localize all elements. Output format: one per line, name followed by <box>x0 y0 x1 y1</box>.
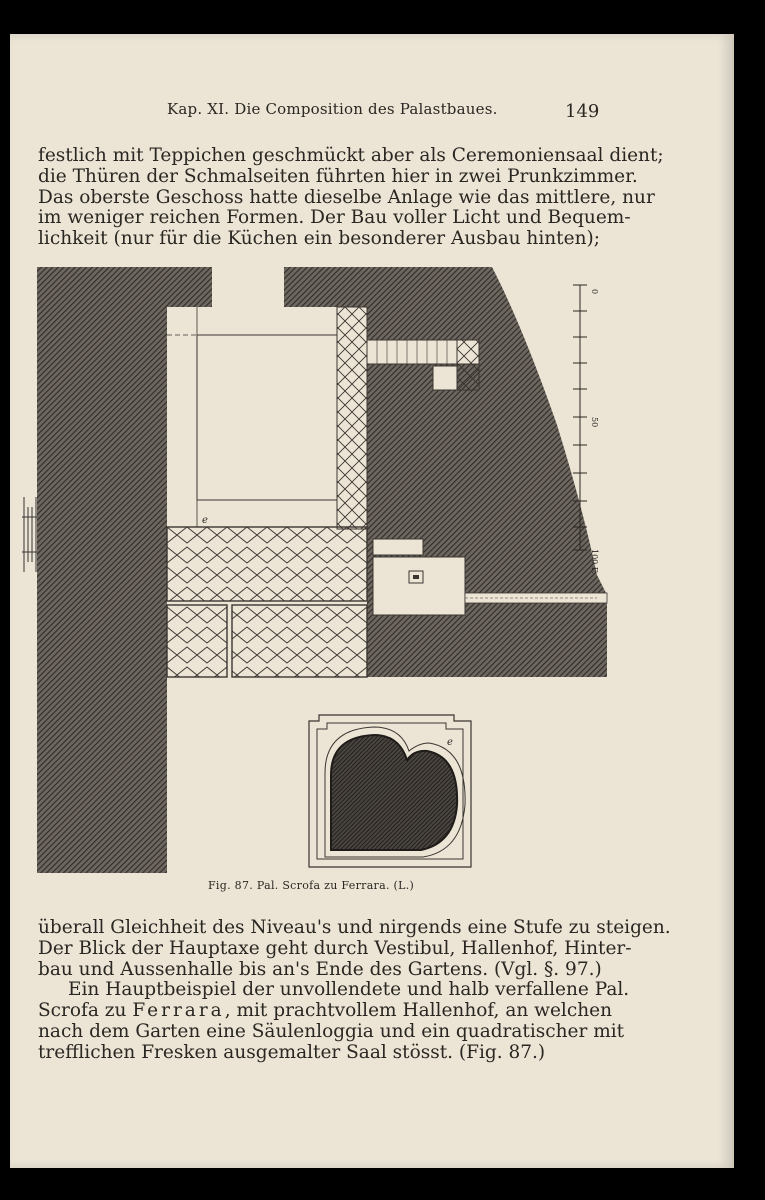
place-name: Ferrara <box>132 1000 225 1022</box>
passage <box>373 539 423 555</box>
margin-mark <box>22 497 38 572</box>
paragraph-top <box>38 145 664 250</box>
scale-label: 0 <box>590 289 599 295</box>
west-wing <box>37 267 167 873</box>
arcade-east <box>337 307 367 529</box>
text-line: trefflichen Fresken ausgemalter Saal stösst. (Fig. 87.) <box>38 1041 546 1063</box>
figure-caption: Fig. 87. Pal. Scrofa zu Ferrara. (L.) <box>208 879 415 892</box>
text-line: lichkeit (nur für die Küchen ein besonderer Ausbau hinten); <box>38 228 600 250</box>
text-line: im weniger reichen Formen. Der Bau voller Licht und Bequem- <box>38 207 631 229</box>
text-line: Ein Hauptbeispiel der unvollendete und halb verfallene Pal. <box>68 979 630 1001</box>
room-se <box>232 605 367 677</box>
text-line: Das oberste Geschoss hatte dieselbe Anlage wie das mittlere, nur <box>38 186 655 208</box>
scale-label: 100 F. <box>590 549 599 574</box>
text-line: die Thüren der Schmalseiten führten hier in zwei Prunkzimmer. <box>38 165 638 187</box>
page-number: 149 <box>565 101 600 122</box>
north-block-left <box>167 267 212 307</box>
scale-label: 50 <box>590 417 599 428</box>
text-line: nach dem Garten eine Säulenloggia und ein quadratischer mit <box>38 1020 625 1042</box>
text-line: festlich mit Teppichen geschmückt aber als Ceremoniensaal dient; <box>38 145 664 166</box>
marker-e: e <box>202 515 208 526</box>
text-fragment: , mit prachtvollem Hallenhof, an welchen <box>224 1000 612 1022</box>
running-header: Kap. XI. Die Composition des Palastbaues. <box>167 100 498 118</box>
text-line: Der Blick der Hauptaxe geht durch Vestibul, Hallenhof, Hinter- <box>38 937 632 959</box>
floor-plan-figure <box>37 265 607 877</box>
text-line: überall Gleichheit des Niveau's und nirgends eine Stufe zu steigen. <box>38 917 671 938</box>
text-line: bau und Aussenhalle bis an's Ende des Gartens. (Vgl. §. 97.) <box>38 958 602 980</box>
text-fragment: Scrofa zu <box>38 1000 133 1022</box>
hall-main <box>167 527 367 601</box>
room-sw <box>167 605 227 677</box>
text-line <box>38 1000 612 1022</box>
marker-e-detail: e <box>447 737 453 748</box>
garden-hall <box>373 557 465 615</box>
paragraph-bottom <box>38 917 671 1064</box>
